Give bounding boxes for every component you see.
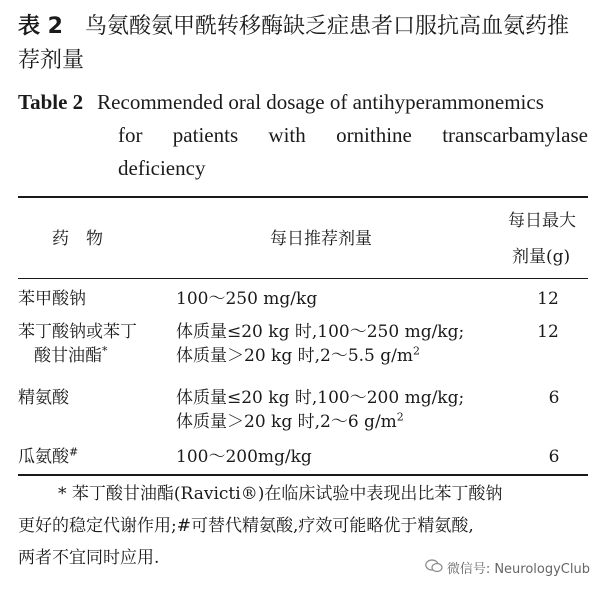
caption-en-line2 (18, 119, 588, 152)
wechat-icon (425, 559, 443, 577)
table-header-rule (18, 278, 588, 279)
footnote-line2: 更好的稳定代谢作用;#可替代精氨酸,疗效可能略优于精氨酸, (18, 516, 474, 536)
row2-dose-line1: 体质量≤20 kg 时,100～250 mg/kg; (176, 322, 465, 342)
watermark (425, 558, 590, 577)
row3-max: 6 (548, 388, 560, 408)
caption-chinese (18, 10, 588, 78)
row3-dose-sup: 2 (396, 410, 404, 424)
row4-max: 6 (548, 447, 560, 467)
row2-drug-line1: 苯丁酸钠或苯丁 (18, 322, 137, 342)
caption-en-line1: Recommended oral dosage of antihyperammonemics (97, 90, 544, 114)
row4-drug: 瓜氨酸# (18, 445, 79, 467)
footnote-line3: 两者不宜同时应用. (18, 548, 160, 568)
row1-max: 12 (537, 289, 559, 309)
row3-dose-line1: 体质量≤20 kg 时,100～200 mg/kg; (176, 388, 465, 408)
table-bottom-rule (18, 474, 588, 476)
header-drug: 药 物 (52, 229, 103, 249)
caption-word: patients (172, 123, 239, 147)
row1-drug: 苯甲酸钠 (18, 289, 86, 309)
row2-drug-line2: 酸甘油酯* (34, 344, 108, 366)
table-top-rule (18, 196, 588, 198)
caption-cn-label: 表 2 (18, 14, 63, 39)
caption-en-line3: deficiency (118, 156, 206, 180)
row3-drug: 精氨酸 (18, 388, 69, 408)
row3-dose-line2: 体质量＞20 kg 时,2～6 $g/m^2$ (176, 410, 404, 432)
row4-dose: 100～200mg/kg (176, 447, 312, 467)
row2-max: 12 (537, 322, 559, 342)
footnote-line1: * 苯丁酸甘油酯(Ravicti®)在临床试验中表现出比苯丁酸钠 (58, 484, 503, 504)
caption-word: for (118, 123, 143, 147)
header-max-line2: 剂量(g) (512, 247, 571, 267)
row4-drug-mark: # (69, 445, 79, 459)
caption-en-label: Table 2 (18, 90, 84, 114)
caption-word: ornithine (336, 123, 412, 147)
watermark-text: 微信号: NeurologyClub (446, 562, 590, 577)
caption-word: with (268, 123, 306, 147)
row2-drug-mark: * (102, 344, 108, 358)
header-max-line1: 每日最大 (508, 211, 576, 231)
row2-dose-sup: 2 (413, 344, 421, 358)
caption-word: transcarbamylase (442, 123, 588, 147)
caption-english (18, 86, 588, 185)
row1-dose: 100～250 mg/kg (176, 289, 318, 309)
row2-dose-line2: 体质量＞20 kg 时,2～5.5 $g/m^2$ (176, 344, 421, 366)
caption-cn-text: 鸟氨酸氨甲酰转移酶缺乏症患者口服抗高血氨药推荐剂量 (18, 14, 569, 73)
header-daily-dose: 每日推荐剂量 (270, 229, 372, 249)
